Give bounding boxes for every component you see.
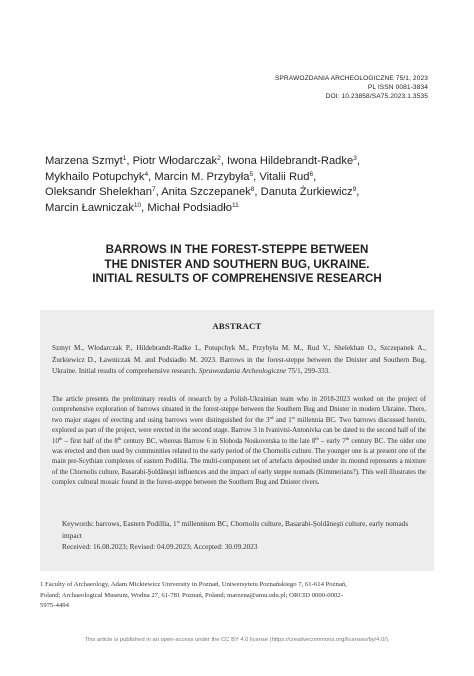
author-separator: , [253, 170, 260, 183]
title-line: THE DNISTER AND SOUTHERN BUG, UKRAINE. [104, 257, 370, 271]
citation-pages: 75/1, 299-333. [287, 367, 331, 375]
affiliation-line: Poland; Archaeological Museum, Wodna 27, 61-781 Poznań, Poland; marzena@amu.edu.pl; ORCID 0000-0002- [40, 591, 343, 599]
author-separator: , [141, 201, 148, 214]
abstract-summary [52, 395, 426, 489]
author-affiliation-marker: 6 [309, 170, 314, 178]
author-separator: , [356, 186, 360, 198]
ordinal-suffix: st [291, 414, 295, 420]
abstract-box [40, 310, 434, 571]
author-list [45, 154, 440, 216]
author-name: Danuta Żurkiewicz [260, 186, 353, 198]
author-separator: , [155, 186, 162, 198]
author-affiliation-marker: 5 [249, 170, 254, 178]
summary-text: century BC, whereas Barrow 6 in Sloboda Noskovetska to the late 8 [121, 437, 316, 445]
summary-text: – first half of the 8 [62, 437, 118, 445]
ordinal-suffix: st [176, 519, 180, 524]
ordinal-suffix: rd [269, 414, 274, 420]
author-affiliation-marker: 10 [133, 201, 142, 209]
author-affiliation-marker: 1 [122, 155, 127, 162]
summary-text: – early 7 [318, 437, 346, 445]
author-name: Michał Podsiadło [147, 201, 232, 214]
affiliation-line: 1 Faculty of Archaeology, Adam Mickiewicz University in Poznań, Uniwersytetu Poznańskiego 7, 61-614 Poznań, [40, 581, 347, 588]
keywords-block [52, 518, 426, 553]
summary-text: and 1 [273, 416, 292, 424]
license-notice[interactable]: This article is published in an open-access under the CC BY 4.0 license (https://creativecommons.org/licenses/by/4.0/). [84, 637, 390, 643]
author-affiliation-marker: 7 [151, 186, 156, 193]
author-separator: , [313, 170, 317, 183]
author-separator: , [148, 170, 155, 183]
summary-text: The article presents the preliminary results of research by a Polish-Ukrainian team who in 2018-2023 worked on the project of comprehensive exploration of barrows situated in the forest-steppe between the Southern Bug and Dnister in modern Ukraine. There, two major stages of erecting and using barrows were distinguished for the 3 [52, 396, 426, 424]
journal-issn: PL ISSN 0081-3834 [367, 84, 428, 91]
ordinal-suffix: th [58, 435, 63, 441]
affiliation-footnote [40, 580, 434, 612]
article-title [40, 243, 434, 287]
author-name: Marcin Ławniczak [45, 201, 134, 214]
author-name: Marcin M. Przybyła [154, 170, 250, 183]
summary-text: century BC. The older one was erected and then used by communities related to the early period of the Chornolis culture. The younger one is at present one of the main pre-Scythian complexes of eastern Podillia. The multi-component set of artefacts deposited under its mound represents a mixture of the Chornolis culture, Basarabi-Şoldăneşti influences and the impact of early steppe nomads (Kimmerians?). This well illustrates the complex cultural mosaic found in the forest-steppe between the Southern Bug and Dnister rivers. [52, 437, 426, 487]
ordinal-suffix: th [117, 435, 122, 441]
author-name: Marzena Szmyt [45, 155, 123, 167]
author-separator: , [126, 155, 133, 167]
author-affiliation-marker: 4 [144, 170, 149, 178]
ordinal-suffix: th [345, 435, 350, 441]
author-affiliation-marker: 3 [353, 155, 357, 162]
citation [52, 343, 426, 378]
author-affiliation-marker: 9 [352, 186, 357, 193]
author-name: Mykhailo Potupchyk [45, 170, 145, 183]
title-line: BARROWS IN THE FOREST-STEPPE BETWEEN [105, 243, 369, 256]
author-separator: , [254, 186, 261, 198]
article-dates: Received: 16.08.2023; Revised: 04.09.2023; Accepted: 30.09.2023 [62, 542, 258, 551]
title-line: INITIAL RESULTS OF COMPREHENSIVE RESEARCH [92, 272, 382, 285]
author-separator: , [220, 155, 227, 167]
author-name: Piotr Włodarczak [132, 155, 218, 167]
ordinal-suffix: th [315, 435, 319, 441]
author-name: Anita Szczepanek [161, 186, 251, 198]
author-name: Oleksandr Shelekhan [45, 186, 152, 198]
abstract-heading: ABSTRACT [212, 321, 262, 331]
author-name: Iwona Hildebrandt-Radke [226, 155, 354, 167]
author-name: Vitalii Rud [259, 170, 310, 183]
journal-doi[interactable]: DOI: 10.23858/SA75.2023.1.3535 [325, 93, 428, 100]
affiliation-line: 5975-4494 [40, 602, 69, 610]
author-affiliation-marker: 2 [217, 155, 221, 162]
journal-header [275, 74, 428, 101]
author-separator: , [356, 155, 360, 167]
journal-name: SPRAWOZDANIA ARCHEOLOGICZNE 75/1, 2023 [274, 75, 428, 82]
summary-text: millennia BC. Two barrows discussed herein, explored as part of the project, were erected in the second stage. Barrow 3 in Ivanivtsi-Antonivka can be dated to the second half of the 10 [52, 416, 427, 445]
keywords [52, 518, 426, 541]
citation-journal: Sprawozdania Archeologiczne [198, 367, 287, 375]
keywords-text: millennium BC, Chornolis culture, Basarabi-Şoldăneşti culture, early nomads impact [62, 519, 409, 540]
author-affiliation-marker: 8 [250, 186, 255, 193]
author-affiliation-marker: 11 [231, 201, 239, 209]
citation-text: Szmyt M., Włodarczak P., Hildebrandt-Radke I., Potupchyk M., Przybyła M. M., Rud V., Shelekhan O., Szczepanek A., Żurkiewicz D., Ławniczak M. and Podsiadło M. 2023. Barrows in the forest-steppe between the Dnister and Southern Bug, Ukraine. Initial results of comprehensive research. [52, 344, 426, 375]
keywords-text: Keywords: barrows, Eastern Podillia, 1 [62, 519, 177, 528]
